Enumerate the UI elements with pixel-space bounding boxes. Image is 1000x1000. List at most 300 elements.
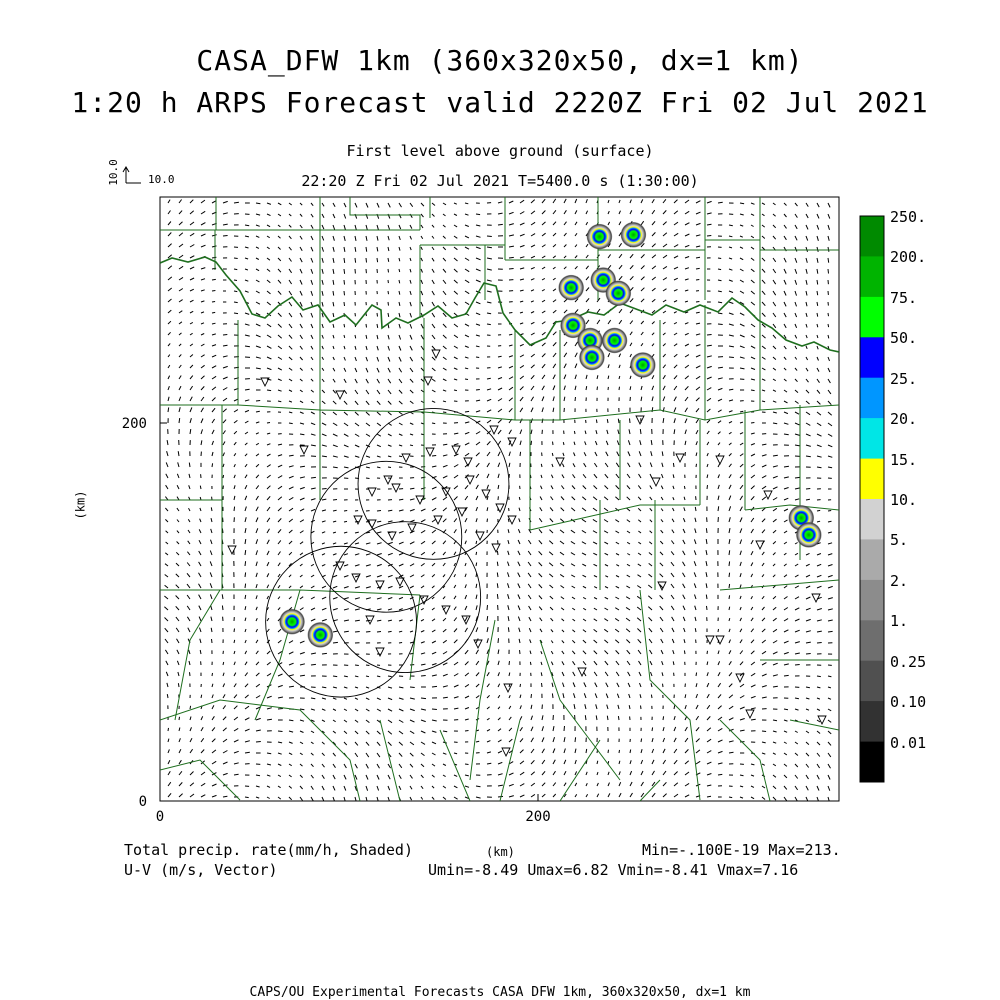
wind-vector xyxy=(300,466,305,467)
wind-vector xyxy=(245,584,246,588)
colorbar-swatch xyxy=(860,256,884,297)
wind-vector xyxy=(443,412,446,413)
wind-vector xyxy=(366,632,370,633)
wind-vector xyxy=(487,616,488,621)
wind-vector xyxy=(432,423,435,424)
wind-vector xyxy=(828,269,829,274)
wind-vector xyxy=(784,466,789,467)
colorbar-label: 2. xyxy=(890,572,909,590)
wind-vector xyxy=(388,313,389,317)
wind-vector xyxy=(487,519,488,522)
wind-vector xyxy=(344,291,345,295)
wind-vector xyxy=(729,550,730,555)
wind-vector xyxy=(465,411,469,412)
wind-vector xyxy=(817,280,818,285)
colorbar-swatch xyxy=(860,539,884,580)
wind-vector xyxy=(718,291,722,292)
wind-vector xyxy=(497,551,498,555)
wind-vector xyxy=(223,236,228,237)
wind-vector xyxy=(432,709,437,710)
colorbar-swatch xyxy=(860,337,884,378)
wind-vector xyxy=(355,335,356,338)
wind-vector xyxy=(806,489,810,490)
colorbar-swatch xyxy=(860,459,884,500)
wind-vector xyxy=(212,463,213,467)
wind-vector xyxy=(168,728,169,731)
shaded-field-label: Total precip. rate(mm/h, Shaded) xyxy=(124,841,413,859)
wind-vector xyxy=(718,258,721,259)
colorbar-swatch xyxy=(860,742,884,783)
wind-vector xyxy=(200,486,201,489)
x-axis-unit: (km) xyxy=(486,845,515,859)
wind-vector xyxy=(707,651,708,654)
wind-vector xyxy=(585,715,586,720)
wind-vector xyxy=(212,302,215,303)
wind-vector xyxy=(366,478,370,479)
wind-vector xyxy=(267,390,271,391)
wind-vector xyxy=(333,510,337,511)
time-subtitle: 22:20 Z Fri 02 Jul 2021 T=5400.0 s (1:30:00) xyxy=(301,172,699,190)
wind-vector xyxy=(520,650,521,654)
wind-vector xyxy=(806,654,811,655)
wind-vector xyxy=(575,737,576,742)
wind-vector xyxy=(234,640,235,643)
wind-vector xyxy=(773,423,777,424)
wind-vector xyxy=(564,726,565,731)
wind-vector xyxy=(421,698,426,699)
wind-vector xyxy=(487,605,488,610)
colorbar-swatch xyxy=(860,701,884,742)
wind-vector xyxy=(256,401,260,402)
plot-frame xyxy=(160,197,839,801)
wind-vector xyxy=(530,662,531,665)
colorbar-swatch xyxy=(860,378,884,419)
wind-vector xyxy=(377,258,378,262)
wind-vector xyxy=(223,662,224,665)
wind-vector xyxy=(212,291,215,292)
wind-vector xyxy=(223,335,227,336)
wind-vector xyxy=(377,676,380,677)
wind-vector xyxy=(751,390,755,391)
wind-vector xyxy=(718,629,719,632)
wind-vector xyxy=(817,643,822,644)
wind-vector xyxy=(630,750,631,754)
wind-vector xyxy=(828,631,833,632)
wind-vector xyxy=(234,629,235,633)
wind-vector xyxy=(344,324,345,327)
wind-vector xyxy=(245,595,246,599)
wind-vector xyxy=(640,429,641,434)
wind-vector xyxy=(509,269,514,270)
wind-vector xyxy=(222,606,223,611)
wind-vector xyxy=(508,519,509,522)
wind-vector xyxy=(377,467,380,468)
wind-vector xyxy=(597,387,598,391)
wind-vector xyxy=(388,269,389,272)
wind-vector xyxy=(828,676,831,677)
wind-vector xyxy=(432,456,436,457)
wind-vector xyxy=(828,258,829,263)
wind-vector xyxy=(497,583,498,588)
precip-cell xyxy=(602,327,628,353)
wind-vector xyxy=(509,257,514,258)
wind-vector xyxy=(729,607,730,610)
wind-vector xyxy=(476,563,477,567)
wind-vector xyxy=(663,684,664,687)
wind-vector xyxy=(355,258,356,263)
wind-vector xyxy=(245,550,246,555)
wind-vector xyxy=(608,750,609,753)
wind-vector xyxy=(267,753,271,754)
wind-vector xyxy=(740,411,743,412)
wind-vector xyxy=(696,268,700,269)
wind-vector xyxy=(487,378,491,379)
wind-vector xyxy=(454,753,457,754)
wind-vector xyxy=(333,642,338,643)
wind-vector xyxy=(278,731,283,732)
wind-vector xyxy=(410,445,413,446)
wind-vector xyxy=(718,302,722,303)
wind-vector xyxy=(575,397,576,401)
wind-vector xyxy=(817,302,818,306)
level-subtitle: First level above ground (surface) xyxy=(346,142,654,160)
wind-vector xyxy=(828,521,832,522)
wind-vector xyxy=(212,673,213,676)
wind-vector xyxy=(311,664,316,665)
wind-vector xyxy=(684,486,685,489)
colorbar-label: 15. xyxy=(890,451,918,469)
figure-title-line2: 1:20 h ARPS Forecast valid 2220Z Fri 02 Jul 2021 xyxy=(71,86,929,119)
wind-vector xyxy=(817,510,820,511)
wind-vector xyxy=(333,500,337,501)
wind-vector xyxy=(718,506,719,511)
wind-vector xyxy=(795,477,800,478)
wind-vector xyxy=(541,464,542,467)
wind-vector xyxy=(696,312,700,313)
wind-vector xyxy=(663,716,664,720)
wind-vector xyxy=(234,269,237,270)
wind-vector xyxy=(729,561,730,566)
wind-vector xyxy=(377,324,378,328)
wind-vector xyxy=(476,214,480,215)
precip-cell xyxy=(630,352,656,378)
credits-line: CAPS/OU Experimental Forecasts CASA DFW 1km, 360x320x50, dx=1 km xyxy=(249,985,751,1000)
wind-vector xyxy=(740,775,744,776)
wind-vector xyxy=(267,423,270,424)
wind-vector xyxy=(476,552,477,555)
wind-vector xyxy=(531,441,532,445)
wind-vector xyxy=(619,750,620,753)
wind-vector xyxy=(817,467,822,468)
wind-vector xyxy=(718,269,721,270)
wind-vector xyxy=(751,423,754,424)
wind-vector xyxy=(706,595,707,599)
wind-vector xyxy=(234,280,237,281)
wind-vector xyxy=(476,357,479,358)
wind-vector xyxy=(267,719,272,720)
x-tick-label-0: 0 xyxy=(155,809,165,825)
wind-vector xyxy=(729,357,734,358)
colorbar-label: 10. xyxy=(890,491,918,509)
uv-stats: Umin=-8.49 Umax=6.82 Vmin=-8.41 Vmax=7.16 xyxy=(428,861,799,879)
wind-vector xyxy=(212,312,215,313)
wind-vector xyxy=(300,675,305,676)
wind-vector xyxy=(729,584,730,588)
wind-vector xyxy=(289,423,293,424)
wind-vector xyxy=(388,291,389,294)
wind-vector xyxy=(553,442,554,445)
wind-vector xyxy=(465,731,469,732)
wind-vector xyxy=(729,389,733,390)
wind-vector xyxy=(344,258,345,263)
wind-vector xyxy=(388,631,392,632)
wind-vector xyxy=(289,720,293,721)
wind-vector xyxy=(828,324,829,327)
wind-vector xyxy=(729,595,730,599)
wind-vector xyxy=(552,693,553,698)
wind-vector xyxy=(574,431,575,434)
wind-vector xyxy=(695,507,696,511)
colorbar-label: 0.25 xyxy=(890,653,927,671)
colorbar-label: 25. xyxy=(890,370,918,388)
wind-vector xyxy=(366,324,367,328)
wind-vector xyxy=(673,463,674,467)
wind-vector xyxy=(828,313,829,316)
wind-vector xyxy=(344,521,347,522)
wind-vector xyxy=(366,247,367,252)
colorbar-swatch xyxy=(860,620,884,661)
wind-vector xyxy=(278,709,283,710)
wind-vector xyxy=(509,661,510,665)
wind-vector xyxy=(498,224,503,225)
wind-vector xyxy=(399,456,402,457)
wind-vector xyxy=(706,528,707,533)
wind-vector xyxy=(817,291,818,295)
colorbar xyxy=(860,216,884,783)
wind-vector xyxy=(707,606,708,610)
wind-vector xyxy=(377,511,381,512)
wind-vector xyxy=(696,464,697,467)
wind-vector xyxy=(729,797,732,798)
wind-vector xyxy=(751,719,756,720)
wind-vector xyxy=(729,225,733,226)
wind-vector xyxy=(256,742,261,743)
wind-vector xyxy=(179,418,180,423)
wind-vector xyxy=(773,720,777,721)
colorbar-label: 200. xyxy=(890,248,927,266)
colorbar-swatch xyxy=(860,418,884,459)
colorbar-label: 50. xyxy=(890,329,918,347)
wind-vector xyxy=(333,291,334,296)
wind-vector xyxy=(729,752,734,753)
wind-vector xyxy=(366,676,369,677)
wind-vector xyxy=(498,356,502,357)
wind-vector xyxy=(443,444,447,445)
colorbar-swatch xyxy=(860,499,884,540)
plot-area xyxy=(160,197,839,802)
wind-vector xyxy=(817,313,818,317)
wind-vector xyxy=(784,709,788,710)
wind-vector xyxy=(684,650,685,654)
wind-vector xyxy=(344,280,345,285)
wind-vector xyxy=(454,390,457,391)
wind-vector xyxy=(388,302,389,306)
wind-vector xyxy=(311,477,316,478)
precip-cell xyxy=(796,522,822,548)
wind-vector xyxy=(377,313,378,317)
wind-vector xyxy=(596,420,597,424)
wind-vector xyxy=(344,631,349,632)
wind-vector xyxy=(520,684,521,687)
wind-vector xyxy=(212,639,213,643)
wind-vector xyxy=(508,627,509,632)
wind-vector xyxy=(718,313,722,314)
wind-vector xyxy=(707,796,711,797)
wind-vector xyxy=(817,676,821,677)
wind-vector xyxy=(542,683,543,687)
wind-vector xyxy=(641,739,642,743)
reference-vector-label: 10.0 xyxy=(148,173,175,186)
wind-vector xyxy=(190,672,191,676)
wind-vector xyxy=(366,665,369,666)
wind-vector xyxy=(245,797,249,798)
wind-vector xyxy=(696,280,699,281)
wind-vector xyxy=(784,675,789,676)
precip-cell xyxy=(620,222,646,248)
wind-vector xyxy=(333,467,338,468)
wind-vector xyxy=(674,705,675,709)
wind-vector xyxy=(388,258,389,262)
wind-vector xyxy=(707,236,711,237)
precip-cell xyxy=(586,224,612,250)
wind-vector xyxy=(410,687,415,688)
wind-vector xyxy=(245,561,246,566)
y-axis-unit: (km) xyxy=(73,490,88,520)
wind-vector xyxy=(696,257,700,258)
wind-vector xyxy=(476,786,481,787)
wind-vector xyxy=(399,280,400,283)
colorbar-label: 75. xyxy=(890,289,918,307)
colorbar-label: 0.10 xyxy=(890,693,927,711)
wind-vector xyxy=(729,573,730,577)
wind-vector xyxy=(476,741,479,742)
wind-vector xyxy=(718,774,722,775)
wind-vector xyxy=(476,390,480,391)
wind-vector xyxy=(718,324,723,325)
wind-vector xyxy=(399,499,403,500)
wind-vector xyxy=(509,334,512,335)
wind-vector xyxy=(618,419,619,423)
wind-vector xyxy=(498,638,499,643)
wind-vector xyxy=(586,749,587,753)
precip-cell xyxy=(307,622,333,648)
wind-vector xyxy=(212,279,216,280)
colorbar-swatch xyxy=(860,580,884,621)
precip-cell xyxy=(279,609,305,635)
wind-vector xyxy=(190,706,191,709)
wind-vector xyxy=(718,280,722,281)
wind-vector xyxy=(497,594,498,599)
wind-vector xyxy=(828,511,831,512)
wind-vector xyxy=(762,401,765,402)
colorbar-label: 5. xyxy=(890,531,909,549)
wind-vector xyxy=(377,632,381,633)
wind-vector xyxy=(344,302,345,306)
wind-vector xyxy=(519,497,520,500)
wind-vector xyxy=(322,489,327,490)
wind-vector xyxy=(211,507,212,511)
wind-vector xyxy=(552,453,553,456)
wind-vector xyxy=(234,258,238,259)
wind-vector xyxy=(497,573,498,578)
wind-vector xyxy=(795,665,800,666)
wind-vector xyxy=(344,269,345,274)
wind-vector xyxy=(762,731,766,732)
wind-vector xyxy=(344,511,347,512)
wind-vector xyxy=(245,572,246,577)
wind-vector xyxy=(366,258,367,263)
wind-vector xyxy=(696,673,697,677)
wind-vector xyxy=(520,452,521,456)
wind-vector xyxy=(618,716,619,720)
wind-vector xyxy=(641,706,642,710)
reference-vector-label-vertical: 10.0 xyxy=(106,159,120,186)
wind-vector xyxy=(487,324,491,325)
wind-vector xyxy=(355,665,359,666)
wind-vector xyxy=(234,774,239,775)
wind-vector xyxy=(619,387,620,390)
wind-vector xyxy=(234,291,237,292)
wind-vector xyxy=(586,386,587,390)
wind-vector xyxy=(167,694,168,698)
wind-vector xyxy=(607,419,608,423)
wind-vector xyxy=(344,335,345,338)
wind-vector xyxy=(178,683,179,687)
wind-vector xyxy=(201,695,202,698)
wind-vector xyxy=(322,653,327,654)
wind-vector xyxy=(630,418,631,423)
wind-vector xyxy=(234,507,235,511)
colorbar-swatch xyxy=(860,661,884,702)
vector-field-label: U-V (m/s, Vector) xyxy=(124,861,278,879)
wind-vector xyxy=(256,775,260,776)
wind-vector xyxy=(695,628,696,632)
wind-vector xyxy=(355,632,360,633)
wind-vector xyxy=(388,467,391,468)
wind-vector xyxy=(245,225,249,226)
wind-vector xyxy=(333,676,337,677)
wind-vector xyxy=(189,463,190,467)
figure-title-line1: CASA_DFW 1km (360x320x50, dx=1 km) xyxy=(196,44,804,77)
colorbar-swatch xyxy=(860,216,884,257)
wind-vector xyxy=(563,442,564,445)
wind-vector xyxy=(388,676,392,677)
precip-cell xyxy=(558,275,584,301)
wind-vector xyxy=(421,676,426,677)
wind-vector xyxy=(707,485,708,489)
wind-vector xyxy=(652,727,653,731)
wind-vector xyxy=(806,687,810,688)
colorbar-label: 20. xyxy=(890,410,918,428)
wind-vector xyxy=(487,236,492,237)
wind-vector xyxy=(443,731,447,732)
colorbar-label: 250. xyxy=(890,208,927,226)
wind-vector xyxy=(399,643,402,644)
wind-vector xyxy=(432,686,437,687)
wind-vector xyxy=(179,717,180,720)
wind-vector xyxy=(234,302,238,303)
wind-vector xyxy=(476,541,477,544)
